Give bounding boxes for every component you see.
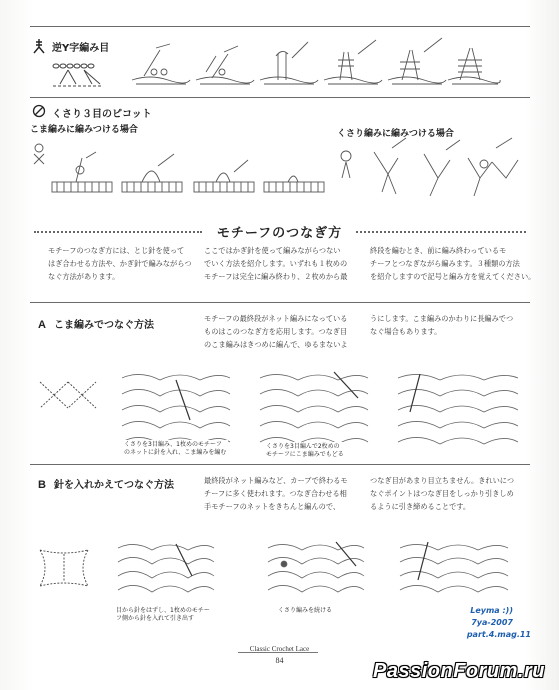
- section-b-title: 針を入れかえてつなぐ方法: [54, 480, 174, 491]
- section-a-text-2: うにします。こま編みのかわりに長編みでつ なぐ場合もあります。: [370, 314, 514, 336]
- reverse-y-label: 逆Y字編み目: [52, 43, 110, 54]
- section-a-step1-illustration: [120, 370, 232, 448]
- section-a-heading: [38, 316, 154, 331]
- reverse-y-symbol: [32, 38, 46, 57]
- intro-paragraph-1: モチーフのつなぎ方には、とじ針を使って はぎ合わせる方法や、かぎ針で編みながらつ なぐ方法があります。: [48, 246, 192, 281]
- section-a-text-1: モチーフの最終段がネット編みになっている ものはこのつなぎ方を応用します。つなぎ目 のこま編みはきつめに編んで、ゆるまないよ: [204, 314, 348, 349]
- picot-label: くさり３目のピコット: [52, 109, 152, 120]
- watermark-date: 7ya-2007: [471, 618, 513, 627]
- section-a-caption-1: くさりを3目編み、1枚めのモチーフ のネットに針を入れ、こま編みを編む: [124, 441, 227, 456]
- section-b-text-2: つなぎ目があまり目立ちません。きれいにつ なぐポイントはつなぎ目をしっかり引きしめ るように引き締めることです。: [370, 476, 515, 511]
- section-b-chart-diagram: [36, 546, 92, 590]
- watermark-part: part.4.mag.11: [466, 630, 531, 639]
- picot-symbol: [32, 104, 46, 121]
- section-title: モチーフのつなぎ方: [216, 226, 343, 241]
- picot-sub-right-label: くさり編みに編みつける場合: [337, 129, 454, 139]
- picot-single-crochet-illustration: [30, 134, 330, 204]
- section-b-letter: B: [38, 479, 46, 491]
- picot-chain-illustration: [334, 134, 530, 204]
- picot-sub-left-label: こま編みに編みつける場合: [30, 125, 138, 135]
- section-a-step2-illustration: [258, 370, 370, 448]
- section-b-result-illustration: [398, 540, 510, 604]
- section-b-caption-2: くさり編みを続ける: [278, 607, 333, 614]
- footer-book-title: Classic Crochet Lace: [249, 645, 310, 653]
- section-a-letter: A: [38, 319, 46, 331]
- section-b-text-1: 最終段がネット編みなど、カーブで終わるモ チーフに多く使われます。つなぎ合わせる相 手モチーフのネットをきちんと編んので、: [204, 476, 348, 511]
- section-b-step2-illustration: [266, 540, 366, 604]
- section-a-title: こま編みでつなぐ方法: [54, 320, 154, 331]
- section-b-heading: [38, 476, 174, 491]
- section-b-step1-illustration: [116, 540, 216, 604]
- reverse-y-chart-diagram: [48, 56, 108, 90]
- divider-rule-2: [30, 302, 530, 303]
- page-number: 84: [275, 656, 284, 665]
- watermark-brand: PassionForum.ru: [373, 660, 545, 682]
- intro-paragraph-2: ここではかぎ針を使って編みながらつない でいく方法を紹介します。いずれも１枚めの モチーフは完全に編み終わり、２枚めから最: [204, 246, 348, 281]
- watermark-author: Leyma :)): [470, 606, 513, 615]
- footer-rule: [238, 652, 318, 653]
- divider-rule-3: [30, 464, 530, 465]
- divider-rule-1: [30, 97, 530, 98]
- section-b-caption-1: 目から針をはずし、1枚めのモチー フ側から針を入れて引き出す: [116, 607, 210, 622]
- reverse-y-steps-illustration: [130, 36, 500, 92]
- section-a-caption-2: くさりを3目編んで2枚めの モチーフにこま編みでもどる: [266, 443, 344, 458]
- section-a-result-illustration: [396, 370, 520, 448]
- intro-paragraph-3: 終段を編むとき、前に編み終わっているモ チーフとつなぎながら編みます。３種類の方法 を紹介しますので記号と編み方を覚えてください。: [370, 246, 536, 281]
- top-rule: [30, 26, 530, 27]
- section-a-chart-diagram: [36, 378, 106, 412]
- title-dots-right: [356, 231, 526, 233]
